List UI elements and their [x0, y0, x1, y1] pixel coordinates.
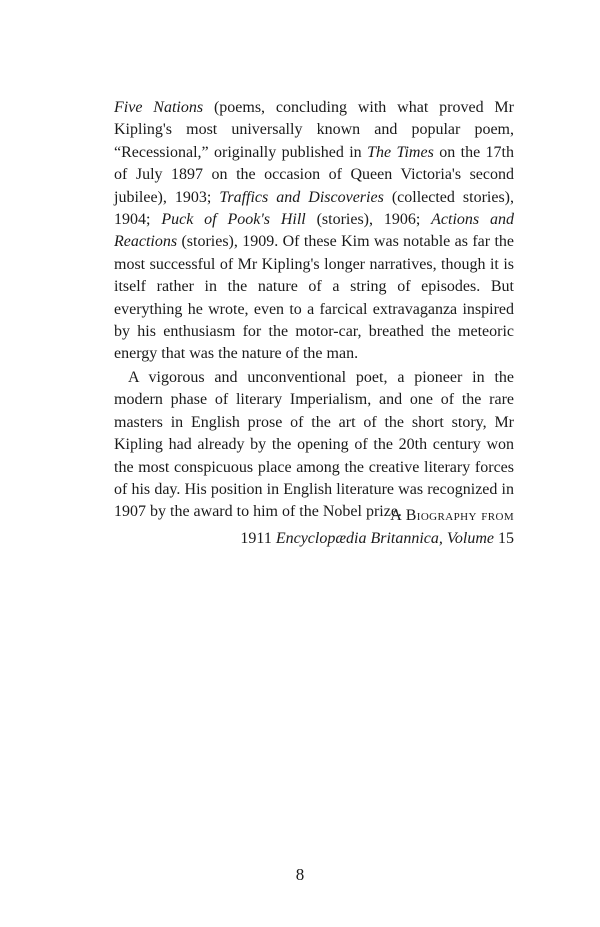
title-puck-of-pooks-hill: Puck of Pook's Hill [161, 211, 306, 229]
para1-text-e: (stories), 1909. Of these Kim was notable as far the most successful of Mr Kipling's longer narratives, though it is itself rather in the nature of a string of episodes. But everything he wrote, even to a farcical extravaganza inspired by his enthusiasm for the motor-car, breathed the meteoric energy that was the nature of the man. [114, 233, 514, 363]
attribution-heading: A Biography from [390, 507, 514, 524]
page-number: 8 [295, 865, 305, 884]
para1-text-c: (collected stories), 1904; [114, 188, 515, 229]
paragraph-2: A vigorous and unconventional poet, a pioneer in the modern phase of literary Imperialism, and one of the rare masters in English prose of the art of the short story, Mr Kipling had already by the opening of the 20th century won the most conspicuous place among the creative literary forces of his day. His position in English literature was recognized in 1907 by the award to him of the Nobel prize. [114, 368, 514, 521]
attribution-source [240, 528, 514, 551]
title-the-times: The Times [367, 143, 434, 161]
title-traffics-and-discoveries: Traffics and Discoveries [219, 188, 384, 206]
title-five-nations: Five Nations [114, 99, 204, 116]
para1-text-b: on the 17th of July 1897 on the occasion of Queen Victoria's second jubilee), 1903; [114, 143, 515, 206]
source-volume: 15 [494, 529, 514, 547]
para1-text-d: (stories), 1906; [305, 211, 432, 229]
source-year: 1911 [240, 529, 276, 547]
para1-text-a: (poems, concluding with what proved Mr Kipling's most universally known and popular poem, “Recessional,” originally published in [114, 99, 514, 161]
body-text [114, 97, 514, 524]
source-title: Encyclopædia Britannica, Volume [275, 529, 494, 547]
title-actions-and-reactions: Actions and Reactions [114, 211, 515, 251]
paragraph-1 [114, 97, 514, 366]
attribution [240, 505, 514, 550]
